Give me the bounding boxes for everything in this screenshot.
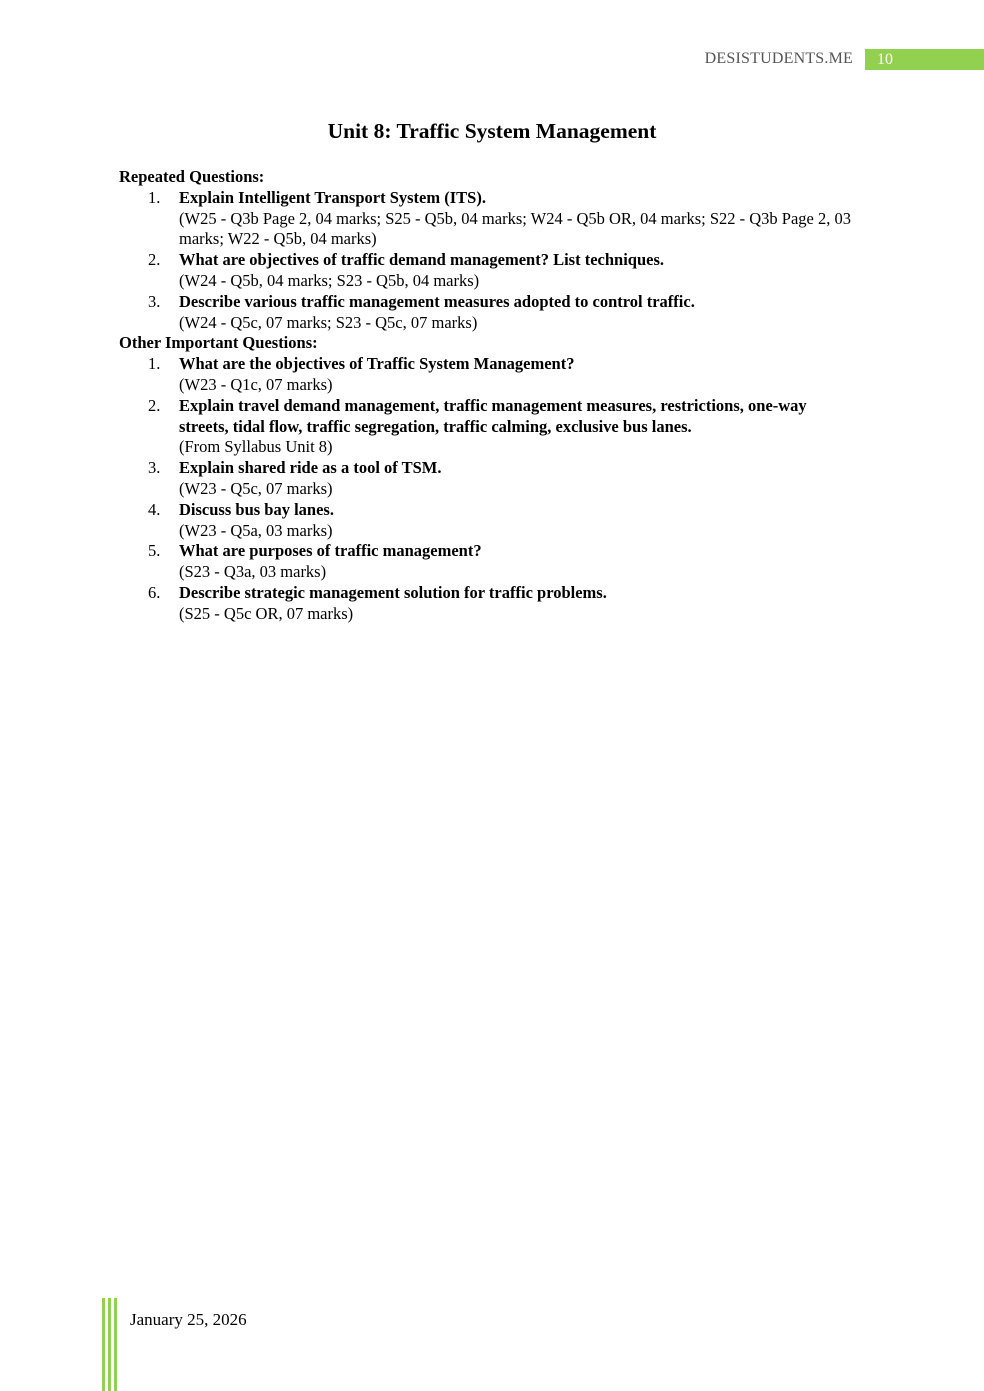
question-content bbox=[119, 167, 859, 625]
section-repeated-questions bbox=[119, 167, 859, 333]
question-refs: (W23 - Q5a, 03 marks) bbox=[179, 520, 333, 540]
list-item bbox=[119, 354, 859, 396]
section-heading: Other Important Questions: bbox=[119, 333, 318, 353]
item-number: 3. bbox=[148, 291, 161, 311]
question-text: Describe various traffic management measures adopted to control traffic. bbox=[179, 291, 695, 311]
page-number: 10 bbox=[865, 49, 984, 70]
list-item bbox=[119, 500, 859, 542]
list-item bbox=[119, 396, 859, 458]
item-number: 5. bbox=[148, 541, 161, 561]
footer-decorative-bars bbox=[102, 1298, 118, 1391]
question-text: Discuss bus bay lanes. bbox=[179, 499, 334, 519]
question-refs: (W25 - Q3b Page 2, 04 marks; S25 - Q5b, 04 marks; W24 - Q5b OR, 04 marks; S22 - Q3b Page 2, 03 marks; W22 - Q5b, 04 marks) bbox=[179, 208, 852, 249]
item-number: 4. bbox=[148, 499, 161, 519]
footer-bar bbox=[114, 1298, 117, 1391]
question-refs: (S25 - Q5c OR, 07 marks) bbox=[179, 603, 354, 623]
item-number: 2. bbox=[148, 250, 161, 270]
question-refs: (W24 - Q5c, 07 marks; S23 - Q5c, 07 marks) bbox=[179, 312, 478, 332]
question-refs: (W23 - Q1c, 07 marks) bbox=[179, 374, 333, 394]
question-list bbox=[119, 354, 859, 624]
list-item bbox=[119, 250, 859, 292]
question-refs: (W24 - Q5b, 04 marks; S23 - Q5b, 04 marks) bbox=[179, 270, 480, 290]
list-item bbox=[119, 458, 859, 500]
question-text: What are purposes of traffic management? bbox=[179, 541, 482, 561]
question-text: Describe strategic management solution for traffic problems. bbox=[179, 582, 607, 602]
list-item bbox=[119, 583, 859, 625]
footer-bar bbox=[102, 1298, 105, 1391]
item-number: 6. bbox=[148, 582, 161, 602]
item-number: 2. bbox=[148, 395, 161, 415]
question-text: What are objectives of traffic demand management? List techniques. bbox=[179, 250, 665, 270]
page-title: Unit 8: Traffic System Management bbox=[327, 119, 657, 143]
list-item bbox=[119, 541, 859, 583]
list-item bbox=[119, 292, 859, 334]
section-heading: Repeated Questions: bbox=[119, 167, 265, 186]
footer-bar bbox=[108, 1298, 111, 1391]
item-number: 3. bbox=[148, 458, 161, 478]
question-text: Explain travel demand management, traffic management measures, restrictions, one-way streets, tidal flow, traffic segregation, traffic calming, exclusive bus lanes. bbox=[179, 395, 807, 436]
question-text: What are the objectives of Traffic System Management? bbox=[179, 354, 575, 374]
question-text: Explain Intelligent Transport System (ITS). bbox=[179, 187, 486, 207]
question-list bbox=[119, 188, 859, 334]
item-number: 1. bbox=[148, 187, 161, 207]
question-refs: (S23 - Q3a, 03 marks) bbox=[179, 562, 327, 582]
list-item bbox=[119, 188, 859, 250]
question-refs: (W23 - Q5c, 07 marks) bbox=[179, 478, 333, 498]
header-site-name: DESISTUDENTS.ME bbox=[704, 50, 853, 67]
footer-date: January 25, 2026 bbox=[130, 1310, 247, 1329]
question-text: Explain shared ride as a tool of TSM. bbox=[179, 458, 442, 478]
item-number: 1. bbox=[148, 354, 161, 374]
section-other-questions bbox=[119, 333, 859, 624]
question-refs: (From Syllabus Unit 8) bbox=[179, 437, 333, 457]
